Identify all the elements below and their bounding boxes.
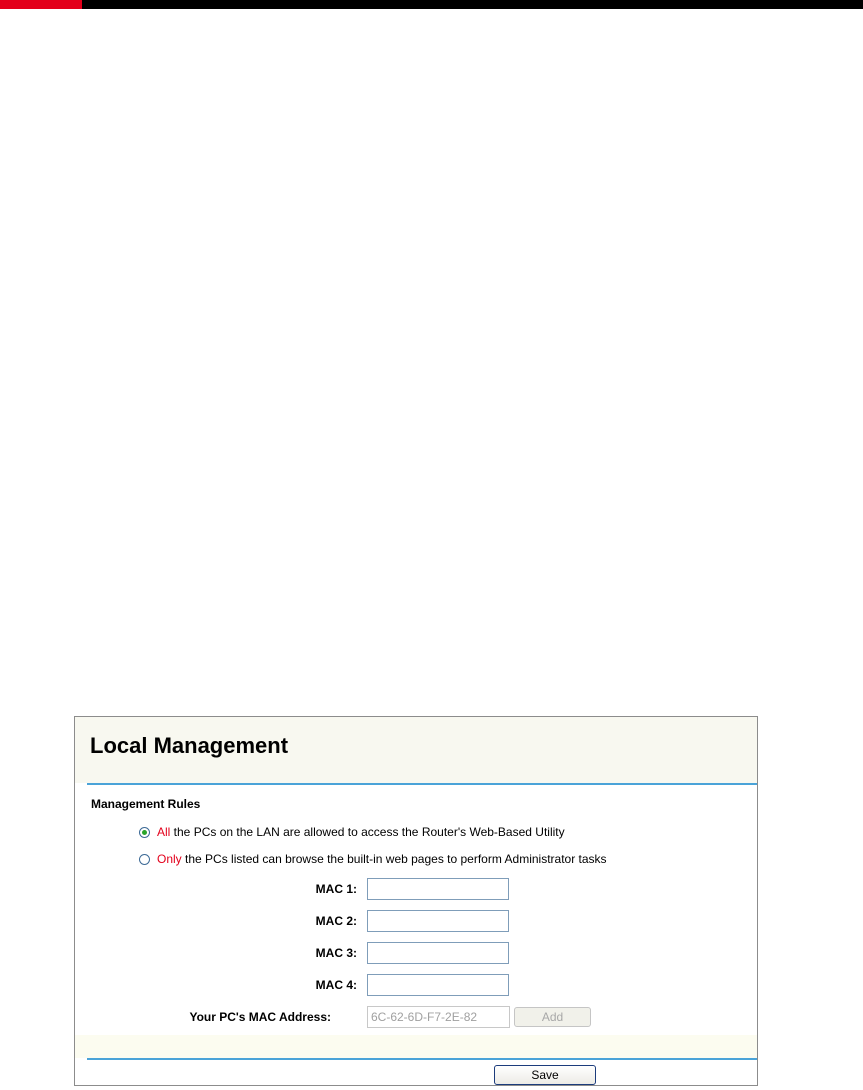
panel-footer bbox=[75, 1060, 757, 1085]
your-mac-row bbox=[75, 971, 757, 1024]
mac-2-label: MAC 2: bbox=[315, 914, 357, 928]
rule-all-text: the PCs on the LAN are allowed to access the Router's Web-Based Utility bbox=[170, 825, 565, 839]
your-mac-input bbox=[367, 1006, 510, 1028]
top-bar-accent bbox=[0, 0, 82, 9]
mac-1-input[interactable] bbox=[367, 878, 509, 900]
rule-all-radio[interactable] bbox=[139, 827, 150, 838]
add-button[interactable]: Add bbox=[514, 1007, 591, 1027]
form-footer-tint bbox=[75, 1035, 757, 1058]
rule-only-highlight: Only bbox=[157, 852, 182, 866]
mac-3-input[interactable] bbox=[367, 942, 509, 964]
page-title: Local Management bbox=[90, 733, 289, 758]
section-title: Management Rules bbox=[91, 797, 201, 811]
rule-only-option[interactable] bbox=[139, 851, 607, 867]
rule-only-radio[interactable] bbox=[139, 854, 150, 865]
local-management-panel bbox=[74, 716, 758, 1086]
panel-header bbox=[75, 717, 757, 783]
save-button[interactable]: Save bbox=[494, 1065, 596, 1085]
mac-3-label: MAC 3: bbox=[315, 946, 357, 960]
top-bar bbox=[0, 0, 863, 9]
mac-4-label: MAC 4: bbox=[315, 978, 357, 992]
your-mac-label: Your PC's MAC Address: bbox=[189, 1010, 331, 1024]
rule-only-text: the PCs listed can browse the built-in web pages to perform Administrator tasks bbox=[181, 852, 607, 866]
rule-all-option[interactable] bbox=[139, 824, 565, 840]
mac-1-label: MAC 1: bbox=[315, 882, 357, 896]
header-divider bbox=[87, 783, 757, 785]
rule-all-highlight: All bbox=[157, 825, 171, 839]
mac-2-input[interactable] bbox=[367, 910, 509, 932]
